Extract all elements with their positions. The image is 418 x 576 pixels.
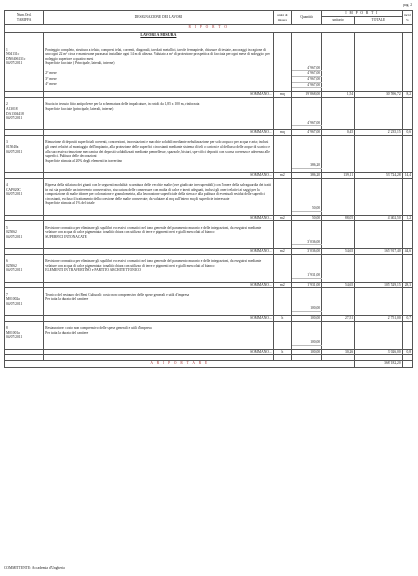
item-description: Revisione cromatica per eliminare gli squilibri eccessivi cromatici nel tono generale del paramento murario e delle integrazioni, da eseguirsi mediante velature con acqua di calce pigmentata: tonalità chiara con utilizzo di terre e pigmenti neri e gialli mescolati al bianco ELEMENTI IN TRAVERTINO e PARTITO ARCHITETTONICO [44, 259, 273, 273]
item-row [5, 226, 413, 240]
committente: COMMITTENTE: Accademia d'Ungheria [4, 566, 65, 570]
item-description: Restauratore: costo non comprensivo delle spese generali e utili d'impresa Per tutta la durata del cantiere [44, 326, 273, 340]
item-row [5, 48, 413, 66]
sommano-label: SOMMANO... [44, 316, 273, 322]
item-code: M01002a 04/07/2011 [6, 297, 23, 306]
unit-price: 54,65 [322, 282, 355, 288]
sommano-label: SOMMANO... [44, 92, 273, 98]
col-header-importi: I M P O R T I [322, 11, 403, 17]
total-amount: 30´596,72 [355, 92, 403, 98]
item-number: 7 [6, 292, 8, 297]
sum-quantity: 4´967,00 [292, 130, 322, 136]
sum-quantity: 1´931,00 [292, 282, 322, 288]
item-description: Stuoia in tessuto fitto antipolvere per la schermatura delle impalcature, in rotoli da 1,85 x 100 m, rinforzata Superficie facciate (principale, laterali, interne) [44, 102, 273, 120]
item-code: CAP020C 04/07/2011 [6, 187, 23, 197]
sommano-label: SOMMANO... [44, 282, 273, 288]
unit-of-measure: m2 [273, 249, 292, 255]
item-number: 1 [6, 47, 8, 52]
unit-of-measure: mq [273, 130, 292, 136]
sum-quantity: 50,00 [292, 215, 322, 221]
item-number: 5 [6, 225, 8, 230]
sommano-label: SOMMANO... [44, 349, 273, 355]
measure-label: 3° mese [44, 77, 273, 83]
item-code: A13018 DA1304418 04/07/2011 [6, 106, 24, 121]
col-header-incid: incid % [402, 11, 412, 25]
incidence: 1,2 [402, 215, 412, 221]
sum-quantity: 19´868,00 [292, 92, 322, 98]
sum-quantity: 100,00 [292, 349, 322, 355]
unit-of-measure: m2 [273, 172, 292, 178]
measure-quantity: 386,20 [292, 163, 322, 168]
incidence: 0,8 [402, 349, 412, 355]
item-row [5, 259, 413, 273]
measure-quantity: 4´967,00 [292, 82, 322, 88]
item-number: 8 [6, 326, 8, 331]
col-header-num: Num.Ord. TARIFFA [5, 11, 44, 25]
item-code: 015040a 04/07/2011 [6, 145, 23, 154]
item-description: Revisione cromatica per eliminare gli squilibri eccessivi cromatici nel tono generale del paramento murario e delle integrazioni, da eseguirsi mediante velature con acqua di calce pigmentata: tonalità chiara con utilizzo di terre e pigmenti neri e gialli mescolati al bianco SUPERFICI INTONACATE [44, 226, 273, 240]
total-amount: 2´751,00 [355, 316, 403, 322]
unit-price: 54,65 [322, 249, 355, 255]
incidence: 44,6 [402, 249, 412, 255]
incidence: 0,6 [402, 130, 412, 136]
sum-quantity: 3´036,00 [292, 249, 322, 255]
page-number: pag. 2 [403, 3, 412, 7]
a-riportare-total: 368´182,20 [355, 361, 403, 368]
item-description: Ripresa della stilatura dei giunti con le seguenti modalità: scarnitura delle vecchie malte (ove giudicate irrecuperabili) con l'onere della salvaguardia dei tratti in cui sia possibile un intervento conservativo, stuccatura delle connessure con malta di calce e inerti adeguati, inclusi gli oneri relativi ai saggi per la composizione di malte idonee per colorazione e granulometria, alla lavorazione superficiale della stessa e alla pulitura di eventuali residui delle superfici circostanti, escluso il trattamento della coesione delle malte conservate; da valutare al mq sull'intero mq di superficie interessate Superficie stimata al 1% del totale [45, 183, 272, 206]
sum-quantity: 386,20 [292, 172, 322, 178]
measure-label: 2° mese [44, 71, 273, 77]
item-number: 4 [6, 183, 8, 188]
unit-of-measure: mq [273, 92, 292, 98]
incidence: 8,2 [402, 92, 412, 98]
col-header-unita: unità di misura [273, 11, 292, 25]
section-title: LAVORI A MISURA [44, 33, 273, 43]
sum-quantity: 100,00 [292, 316, 322, 322]
col-header-totale: TOTALE [355, 17, 403, 25]
sommano-label: SOMMANO... [44, 215, 273, 221]
unit-price: 139,11 [322, 172, 355, 178]
item-code: 025062 04/07/2011 [6, 263, 23, 273]
item-code: N04131c DN0406131c 04/07/2011 [6, 52, 26, 66]
item-description: Ponteggio completo, struttura a telaio, compresi telai, correnti, diagonali, tavolati metallici, tavole fermapiede, chiusure di testate, ancoraggi in ragione di uno ogni 22 m² circa e mantovane parasassi installate ogni 14 m di altezza. Valutato a m² di proiezione prospettica di facciata per ogni mese di noleggio: per noleggio superiore a quattro mesi Superficie facciate ( Principale, laterali, interne) [44, 48, 273, 66]
unit-price: 0,45 [322, 130, 355, 136]
sommano-label: SOMMANO... [44, 172, 273, 178]
unit-price: 1,54 [322, 92, 355, 98]
sommano-label: SOMMANO... [44, 249, 273, 255]
measure-quantity: 1´931,00 [292, 273, 322, 278]
measure-quantity: 50,00 [292, 206, 322, 211]
unit-of-measure: m2 [273, 215, 292, 221]
total-amount: 105´529,15 [355, 282, 403, 288]
total-amount: 165´917,40 [355, 249, 403, 255]
item-number: 6 [6, 259, 8, 264]
sommano-label: SOMMANO... [44, 130, 273, 136]
item-code: 025062 04/07/2011 [6, 230, 23, 239]
measure-label: 4° mese [44, 82, 273, 88]
unit-of-measure: h [273, 349, 292, 355]
unit-price: 27,51 [322, 316, 355, 322]
item-row [5, 326, 413, 340]
item-row [5, 293, 413, 307]
item-row [5, 102, 413, 120]
total-amount: 4´402,50 [355, 215, 403, 221]
measure-quantity: 3´036,00 [292, 240, 322, 245]
unit-price: 30,26 [322, 349, 355, 355]
measure-quantity: 4´967,00 [292, 66, 322, 71]
total-amount: 3´026,00 [355, 349, 403, 355]
incidence: 28,3 [402, 282, 412, 288]
unit-of-measure: m2 [273, 282, 292, 288]
a-riportare-row [5, 361, 413, 368]
item-number: 3 [6, 140, 8, 145]
total-amount: 2´235,15 [355, 130, 403, 136]
item-description: Tecnico del restauro dei Beni Culturali: costo non comprensivo delle spese generali e utili d'impresa Per tutta la durata del cantiere [44, 293, 273, 307]
measure-quantity: 4´967,00 [292, 77, 322, 83]
unit-of-measure: h [273, 316, 292, 322]
a-riportare-label: A R I P O R T A R E [5, 361, 355, 368]
incidence: 14,4 [402, 172, 412, 178]
item-number: 2 [6, 102, 8, 107]
computo-table [4, 10, 413, 368]
item-code: M01001a 04/07/2011 [6, 330, 23, 340]
item-row [5, 140, 413, 163]
col-header-designazione: DESIGNAZIONE DEI LAVORI [44, 11, 273, 25]
measure-quantity: 100,00 [292, 306, 322, 311]
riporto-row: R I P O R T O [5, 25, 413, 33]
measure-quantity: 4´967,00 [292, 71, 322, 77]
col-header-unitario: unitario [322, 17, 355, 25]
unit-price: 88,05 [322, 215, 355, 221]
item-row [5, 183, 413, 206]
measure-quantity: 4´967,00 [292, 121, 322, 126]
incidence: 0,7 [402, 316, 412, 322]
col-header-quantita: Quantità [292, 11, 322, 25]
item-description: Rimozione di depositi superficiali coerenti, concrezioni, incrostazioni e macchie solubili mediante nebulizzazione per solo acqua o per acqua e aria; inclusi gli oneri relativi al montaggio dell'impianto, alla protezione delle superfici circostanti mediante sistema di teli o cartoni e al deflusso delle acque di scarico e alla successiva rimozione meccanica dei depositi solubilizzati mediante pennellesse, spazzole, bisturi, spe-cifici depositi con scarsa coerenza e aderenza alle superfici. Pulitura delle decorazioni Superficie stimata al 20% degli elementi in travertino [44, 140, 273, 163]
total-amount: 53´724,28 [355, 172, 403, 178]
measure-quantity: 100,00 [292, 340, 322, 345]
